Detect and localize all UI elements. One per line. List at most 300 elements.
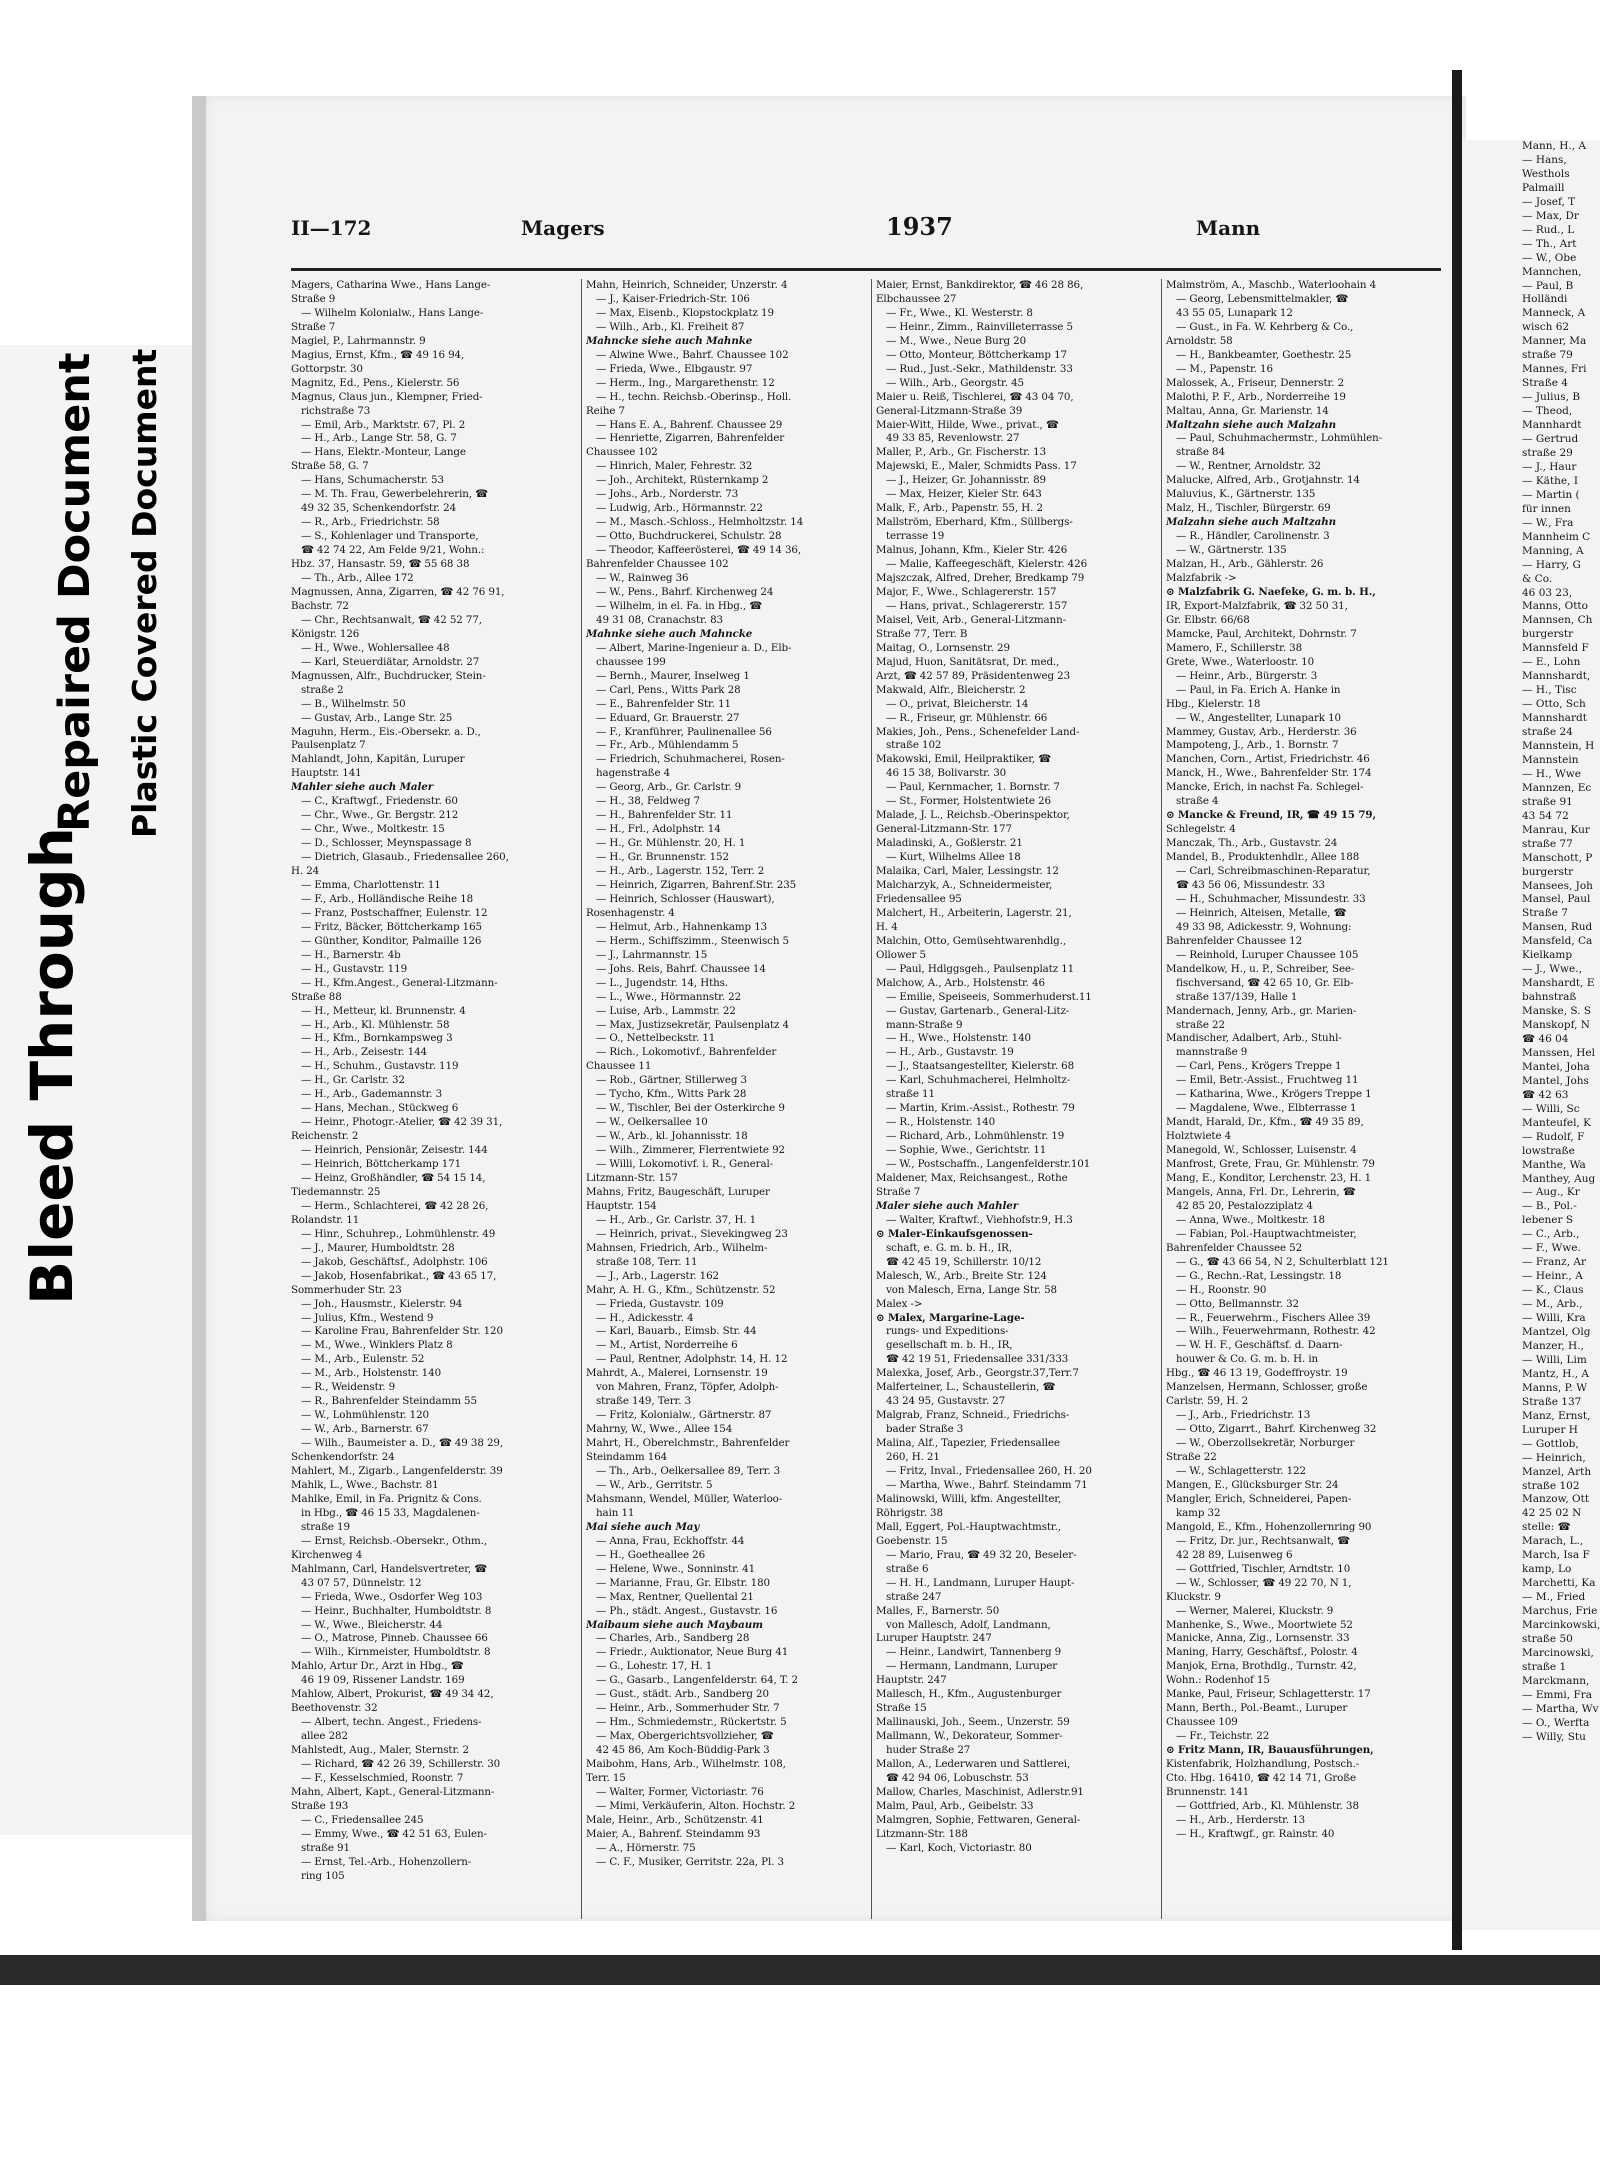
next-page-fragment: lowstraße — [1522, 1144, 1575, 1157]
directory-entry: — Reinhold, Luruper Chaussee 105 — [1176, 948, 1359, 961]
directory-entry: Mangler, Erich, Schneiderei, Papen- — [1166, 1492, 1352, 1505]
directory-entry: Mahns, Fritz, Baugeschäft, Luruper — [586, 1185, 770, 1198]
directory-entry: Maisel, Veit, Arb., General-Litzmann- — [876, 613, 1067, 626]
directory-entry: Malles, F., Barnerstr. 50 — [876, 1604, 1000, 1617]
directory-entry: — Chr., Wwe., Moltkestr. 15 — [301, 823, 445, 836]
directory-entry: Malexka, Josef, Arb., Georgstr.37,Terr.7 — [876, 1367, 1079, 1380]
next-page-fragment: stelle: ☎ — [1522, 1521, 1571, 1534]
directory-entry: — Emma, Charlottenstr. 11 — [301, 878, 441, 891]
directory-entry: Mahr, A. H. G., Kfm., Schützenstr. 52 — [586, 1283, 776, 1296]
next-page-fragment: straße 24 — [1522, 726, 1573, 739]
directory-entry: — Joh., Architekt, Rüsternkamp 2 — [596, 474, 769, 487]
next-page-fragment: straße 77 — [1522, 837, 1573, 850]
directory-entry: — Malie, Kaffeegeschäft, Kielerstr. 426 — [886, 558, 1088, 571]
directory-entry: straße 247 — [886, 1590, 942, 1603]
directory-entry: — Günther, Konditor, Palmaille 126 — [301, 934, 482, 947]
directory-entry: — J., Staatsangestellter, Kielerstr. 68 — [886, 1060, 1075, 1073]
directory-entry: — Martin, Krim.-Assist., Rothestr. 79 — [886, 1102, 1075, 1115]
next-page-fragment: — Th., Art — [1522, 237, 1577, 250]
directory-entry: Magers, Catharina Wwe., Hans Lange- — [291, 279, 491, 291]
directory-entry: Steindamm 164 — [586, 1451, 668, 1464]
directory-entry: mann-Straße 9 — [886, 1018, 963, 1031]
directory-entry: — H., Gr. Mühlenstr. 20, H. 1 — [596, 837, 746, 850]
directory-entry: — F., Kranführer, Paulinenallee 56 — [596, 725, 772, 738]
directory-entry: Malferteiner, L., Schaustellerin, ☎ — [876, 1381, 1056, 1394]
directory-entry: — St., Former, Holstentwiete 26 — [886, 795, 1051, 808]
next-page-fragment: Marcinkowski, — [1522, 1619, 1600, 1632]
directory-entry: — R., Friseur, gr. Mühlenstr. 66 — [886, 711, 1048, 724]
page-number: II—172 — [291, 216, 372, 240]
directory-entry: 43 24 95, Gustavstr. 27 — [886, 1395, 1006, 1408]
directory-entry: — Wilhelm, in el. Fa. in Hbg., ☎ — [596, 599, 762, 612]
directory-entry: Mallesch, H., Kfm., Augustenburger — [876, 1688, 1062, 1701]
directory-entry: — Wilhelm Kolonialw., Hans Lange- — [301, 306, 484, 319]
directory-entry: IR, Export-Malzfabrik, ☎ 32 50 31, — [1166, 599, 1348, 612]
directory-entry: Malchin, Otto, Gemüsehtwarenhdlg., — [876, 934, 1067, 947]
directory-entry: — Fritz, Dr. jur., Rechtsanwalt, ☎ — [1176, 1534, 1350, 1547]
next-page-fragment: Mannshardt — [1522, 712, 1587, 725]
directory-entry: 43 55 05, Lunapark 12 — [1176, 306, 1293, 319]
directory-entry: Rolandstr. 11 — [291, 1213, 360, 1226]
directory-entry: Mangen, E., Glücksburger Str. 24 — [1166, 1478, 1339, 1491]
directory-entry: Magnussen, Anna, Zigarren, ☎ 42 76 91, — [291, 585, 505, 598]
directory-entry: Chaussee 11 — [586, 1060, 652, 1073]
directory-entry: gesellschaft m. b. H., IR, — [886, 1339, 1013, 1352]
directory-entry: — Rud., Just.-Sekr., Mathildenstr. 33 — [886, 362, 1073, 375]
directory-page — [192, 96, 1466, 1921]
directory-entry: — Paul, Schuhmachermstr., Lohmühlen- — [1176, 432, 1383, 445]
directory-entry: Maier-Witt, Hilde, Wwe., privat., ☎ — [876, 418, 1059, 431]
directory-entry: Magnussen, Alfr., Buchdrucker, Stein- — [291, 669, 486, 682]
directory-entry: — Heinr., Photogr.-Atelier, ☎ 42 39 31, — [301, 1116, 503, 1129]
directory-entry: — Georg, Lebensmittelmakler, ☎ — [1176, 292, 1349, 305]
directory-entry: Mandelkow, H., u. P., Schreiber, See- — [1166, 962, 1355, 975]
directory-entry: 43 07 57, Dünnelstr. 12 — [301, 1576, 422, 1589]
header-right-word: Mann — [1196, 216, 1261, 240]
directory-entry: — Marianne, Frau, Gr. Elbstr. 180 — [596, 1576, 770, 1589]
directory-entry: Maier, A., Bahrenf. Steindamm 93 — [586, 1827, 761, 1840]
directory-entry: — Max, Obergerichtsvollzieher, ☎ — [596, 1730, 774, 1743]
directory-entry: — Jakob, Geschäftsf., Adolphstr. 106 — [301, 1255, 488, 1268]
column-divider — [871, 279, 872, 1919]
directory-entry: — M., Wwe., Neue Burg 20 — [886, 334, 1027, 347]
directory-entry: — Otto, Bellmannstr. 32 — [1176, 1297, 1300, 1310]
directory-entry: 46 15 38, Bolivarstr. 30 — [886, 767, 1007, 780]
directory-entry: Litzmann-Str. 157 — [586, 1172, 678, 1184]
next-page-fragment: — Martha, Wv — [1522, 1702, 1599, 1715]
directory-entry: Chaussee 109 — [1166, 1716, 1238, 1729]
directory-entry: — G., Lohestr. 17, H. 1 — [596, 1660, 713, 1673]
directory-entry: — H., Gustavstr. 119 — [301, 962, 408, 975]
directory-entry: — Paul, Hdlggsgeh., Paulsenplatz 11 — [886, 962, 1075, 975]
directory-entry: Bahrenfelder Chaussee 12 — [1166, 934, 1303, 947]
directory-entry: straße 137/139, Halle 1 — [1176, 990, 1298, 1003]
directory-entry: Mallström, Eberhard, Kfm., Süllbergs- — [876, 516, 1073, 529]
next-page-fragment: — Willi, Kra — [1522, 1312, 1586, 1325]
directory-entry: Schenkendorfstr. 24 — [291, 1451, 395, 1464]
next-page-fragment: Marchus, Frie — [1522, 1605, 1598, 1618]
next-page-fragment: Manteufel, K — [1522, 1116, 1591, 1129]
next-page-fragment: Manske, S. S — [1522, 1005, 1592, 1018]
directory-entry: — F., Arb., Holländische Reihe 18 — [301, 892, 474, 905]
directory-entry: — Kurt, Wilhelms Allee 18 — [886, 851, 1021, 864]
directory-entry: General-Litzmann-Straße 39 — [876, 404, 1023, 417]
next-page-fragment: Marach, L., — [1522, 1535, 1584, 1548]
directory-entry: straße 4 — [1176, 795, 1219, 808]
directory-entry: Manchen, Corn., Artist, Friedrichstr. 46 — [1166, 753, 1370, 766]
next-page-fragment: — Otto, Sch — [1522, 698, 1586, 711]
directory-entry: Litzmann-Str. 188 — [876, 1827, 968, 1840]
directory-entry: Malaika, Carl, Maler, Lessingstr. 12 — [876, 865, 1059, 878]
directory-entry: Reihe 7 — [586, 404, 625, 417]
directory-entry: Manczak, Th., Arb., Gustavstr. 24 — [1166, 837, 1338, 850]
directory-entry: Malk, F., Arb., Papenstr. 55, H. 2 — [876, 502, 1043, 515]
directory-entry: huder Straße 27 — [886, 1744, 971, 1757]
directory-entry: — Gustav, Arb., Lange Str. 25 — [301, 711, 453, 724]
directory-entry: — Henriette, Zigarren, Bahrenfelder — [596, 432, 785, 445]
directory-entry: Kistenfabrik, Holzhandlung, Postsch.- — [1166, 1758, 1360, 1771]
directory-entry: Majszczak, Alfred, Dreher, Bredkamp 79 — [876, 572, 1085, 585]
directory-entry: — H., Goetheallee 26 — [596, 1548, 706, 1561]
directory-column-4 — [1166, 279, 1428, 1919]
directory-entry: — O., privat, Bleicherstr. 14 — [886, 697, 1029, 710]
directory-entry: — Willi, Lokomotivf. i. R., General- — [596, 1158, 774, 1171]
directory-entry: — Magdalene, Wwe., Elbterrasse 1 — [1176, 1102, 1357, 1115]
directory-entry: — L., Wwe., Hörmannstr. 22 — [596, 990, 742, 1003]
next-page-fragment: — Rud., L — [1522, 223, 1575, 236]
next-page-fragment: straße 91 — [1522, 795, 1573, 808]
directory-entry: — R., Feuerwehrm., Fischers Allee 39 — [1176, 1311, 1371, 1324]
directory-entry: — Franz, Postschaffner, Eulenstr. 12 — [301, 906, 488, 919]
directory-entry: Malchow, A., Arb., Holstenstr. 46 — [876, 976, 1045, 989]
directory-entry: — Theodor, Kaffeerösterei, ☎ 49 14 36, — [596, 544, 802, 557]
directory-entry: — S., Kohlenlager und Transporte, — [301, 530, 479, 543]
directory-entry: — M., Arb., Eulenstr. 52 — [301, 1353, 425, 1366]
directory-entry: — Carl, Pens., Witts Park 28 — [596, 683, 741, 696]
directory-entry: Malex -> — [876, 1297, 923, 1310]
directory-entry: Mahsmann, Wendel, Müller, Waterloo- — [586, 1492, 783, 1505]
directory-entry: — H., Kraftwgf., gr. Rainstr. 40 — [1176, 1827, 1335, 1840]
directory-entry: — Walter, Kraftwf., Viehhofstr.9, H.3 — [886, 1213, 1073, 1226]
directory-entry: Maning, Harry, Geschäftsf., Polostr. 4 — [1166, 1646, 1358, 1659]
directory-entry: straße 6 — [886, 1562, 929, 1575]
directory-entry: — Emilie, Speiseeis, Sommerhuderst.11 — [886, 990, 1092, 1003]
next-page-fragment: 43 54 72 — [1522, 809, 1569, 822]
directory-entry: — Johs. Reis, Bahrf. Chaussee 14 — [596, 962, 766, 975]
next-page-fragment: — Martin ( — [1522, 488, 1580, 501]
directory-entry: Straße 22 — [1166, 1451, 1217, 1464]
directory-entry: Maier, Ernst, Bankdirektor, ☎ 46 28 86, — [876, 279, 1084, 291]
directory-entry: Hauptstr. 141 — [291, 767, 362, 780]
directory-entry: Mann, Berth., Pol.-Beamt., Luruper — [1166, 1702, 1348, 1715]
next-page-fragment: — Heinr., A — [1522, 1270, 1583, 1283]
next-page-fragment: — Rudolf, F — [1522, 1130, 1585, 1143]
directory-entry: — Friedrich, Schuhmacherei, Rosen- — [596, 753, 785, 766]
directory-entry: — Herm., Schlachterei, ☎ 42 28 26, — [301, 1199, 489, 1212]
directory-entry: — Karl, Schuhmacherei, Helmholtz- — [886, 1074, 1071, 1087]
directory-entry: Straße 7 — [291, 320, 336, 333]
directory-entry: — D., Schlosser, Meynspassage 8 — [301, 837, 472, 850]
directory-entry: — E., Bahrenfelder Str. 11 — [596, 697, 732, 710]
directory-entry: — M. Th. Frau, Gewerbelehrerin, ☎ — [301, 488, 488, 501]
directory-entry: Paulsenplatz 7 — [291, 739, 366, 752]
directory-entry: — Chr., Wwe., Gr. Bergstr. 212 — [301, 809, 459, 822]
directory-entry: Mahlstedt, Aug., Maler, Sternstr. 2 — [291, 1744, 469, 1757]
directory-entry: Gottorpstr. 30 — [291, 362, 363, 375]
next-page-fragment: Mannsen, Ch — [1522, 614, 1593, 627]
next-page-fragment: ☎ 46 04 — [1522, 1033, 1569, 1045]
directory-entry: Magius, Ernst, Kfm., ☎ 49 16 94, — [291, 348, 465, 361]
directory-entry: — Katharina, Wwe., Krögers Treppe 1 — [1176, 1088, 1372, 1101]
next-page-fragment: Manssen, Hel — [1522, 1046, 1595, 1059]
directory-entry: General-Litzmann-Str. 177 — [876, 823, 1012, 836]
next-page-fragment: Mannstein, H — [1522, 739, 1595, 752]
directory-entry: — W., Oelkersallee 10 — [596, 1116, 708, 1129]
directory-entry: Bahrenfelder Chaussee 52 — [1166, 1241, 1303, 1254]
directory-entry: Mahn, Heinrich, Schneider, Unzerstr. 4 — [586, 279, 788, 291]
directory-entry: straße 149, Terr. 3 — [596, 1395, 691, 1408]
next-page-fragment: Holländi — [1522, 293, 1568, 306]
next-page-fragment: Mannzen, Ec — [1522, 781, 1592, 794]
next-page-fragment: — M., Arb., — [1522, 1298, 1583, 1311]
directory-entry: H. 24 — [291, 865, 320, 878]
next-page-fragment: Manzow, Ott — [1522, 1493, 1590, 1506]
directory-entry: straße 19 — [301, 1520, 350, 1533]
directory-entry: straße 91 — [301, 1841, 350, 1854]
directory-entry: — Heinrich, Pensionär, Zeisestr. 144 — [301, 1144, 488, 1157]
directory-entry: ring 105 — [301, 1869, 345, 1882]
directory-entry: — Frieda, Wwe., Elbgaustr. 97 — [596, 362, 753, 375]
directory-entry: Röhrigstr. 38 — [876, 1506, 943, 1519]
directory-entry: Magnus, Claus jun., Klempner, Fried- — [291, 390, 483, 403]
directory-entry: Kirchenweg 4 — [291, 1548, 363, 1561]
next-page-fragment: & Co. — [1522, 572, 1553, 585]
directory-entry: Malossek, A., Friseur, Dennerstr. 2 — [1166, 376, 1345, 389]
next-page-fragment: Mannheim C — [1522, 530, 1591, 543]
directory-entry: — Carl, Schreibmaschinen-Reparatur, — [1176, 865, 1371, 878]
directory-entry: Malm, Paul, Arb., Geibelstr. 33 — [876, 1799, 1034, 1812]
directory-entry: Mampoteng, J., Arb., 1. Bornstr. 7 — [1166, 739, 1339, 752]
directory-entry: 49 32 35, Schenkendorfstr. 24 — [301, 502, 457, 515]
directory-entry: — Rich., Lokomotivf., Bahrenfelder — [596, 1046, 777, 1059]
directory-entry: — Rob., Gärtner, Stillerweg 3 — [596, 1074, 747, 1087]
directory-entry: Mandischer, Adalbert, Arb., Stuhl- — [1166, 1032, 1342, 1045]
next-page-fragment: straße 102 — [1522, 1479, 1580, 1492]
directory-entry: straße 102 — [886, 739, 942, 752]
next-page-fragment: Mansel, Paul — [1522, 893, 1591, 906]
directory-entry: — R., Holstenstr. 140 — [886, 1116, 996, 1129]
directory-entry: — Hinr., Schuhrep., Lohmühlenstr. 49 — [301, 1227, 496, 1240]
directory-entry: Malinowski, Willi, kfm. Angestellter, — [876, 1492, 1062, 1505]
directory-entry: Malz, H., Tischler, Bürgerstr. 69 — [1166, 502, 1331, 515]
directory-entry: Maibohm, Hans, Arb., Wilhelmstr. 108, — [586, 1758, 786, 1771]
directory-entry: — H., Gr. Carlstr. 32 — [301, 1074, 405, 1087]
directory-entry: — H., Roonstr. 90 — [1176, 1283, 1267, 1296]
header-left-word: Magers — [521, 216, 605, 240]
next-page-fragment: Mansfeld, Ca — [1522, 935, 1593, 948]
next-page-fragment: burgerstr — [1522, 628, 1574, 641]
directory-entry: — Hinrich, Maler, Fehrestr. 32 — [596, 460, 753, 473]
next-page-fragment: — Willy, Stu — [1522, 1730, 1586, 1743]
directory-entry: — J., Arb., Lagerstr. 162 — [596, 1269, 719, 1282]
directory-entry: — G., ☎ 43 66 54, N 2, Schulterblatt 121 — [1176, 1255, 1389, 1268]
directory-entry: 260, H. 21 — [886, 1451, 940, 1464]
directory-entry: Makwald, Alfr., Bleicherstr. 2 — [876, 683, 1026, 696]
directory-entry: — Heinrich, Alteisen, Metalle, ☎ — [1176, 906, 1347, 919]
directory-entry: straße 2 — [301, 683, 344, 696]
directory-entry: Malothi, P. F., Arb., Norderreihe 19 — [1166, 390, 1346, 403]
next-page-fragment: Manthey, Aug — [1522, 1172, 1596, 1185]
directory-entry: Manck, H., Wwe., Bahrenfelder Str. 174 — [1166, 767, 1372, 780]
directory-entry: chaussee 199 — [596, 655, 666, 668]
directory-entry: — Albert, Marine-Ingenieur a. D., Elb- — [596, 641, 792, 654]
directory-entry: Majewski, E., Maler, Schmidts Pass. 17 — [876, 460, 1077, 473]
directory-entry: Mahlow, Albert, Prokurist, ☎ 49 34 42, — [291, 1688, 494, 1701]
directory-entry: Straße 15 — [876, 1702, 927, 1715]
directory-entry: — Otto, Monteur, Böttcherkamp 17 — [886, 348, 1067, 361]
next-page-fragment: — H., Tisc — [1522, 684, 1577, 697]
next-page-fragment: Mantei, Joha — [1522, 1060, 1590, 1073]
next-page-fragment: Manshardt, E — [1522, 977, 1595, 990]
next-page-fragment: für innen — [1522, 502, 1571, 515]
directory-entry: straße 22 — [1176, 1018, 1225, 1031]
directory-entry: Holztwiete 4 — [1166, 1130, 1232, 1143]
directory-entry: Mahrt, H., Oberelchmstr., Bahrenfelder — [586, 1437, 790, 1450]
directory-entry: — Bernh., Maurer, Inselweg 1 — [596, 669, 750, 682]
directory-entry: — Fritz, Inval., Friedensallee 260, H. 20 — [886, 1465, 1092, 1478]
directory-entry: Mahn, Albert, Kapt., General-Litzmann- — [291, 1785, 495, 1798]
label-bleed-through: Bleed Through — [18, 827, 86, 1305]
directory-entry: Hbz. 37, Hansastr. 59, ☎ 55 68 38 — [291, 558, 470, 571]
next-page-fragment: March, Isa F — [1522, 1549, 1590, 1562]
directory-entry: Wohn.: Rodenhof 15 — [1166, 1674, 1270, 1687]
directory-entry: 49 31 08, Cranachstr. 83 — [596, 613, 723, 626]
directory-entry: — Martha, Wwe., Bahrf. Steindamm 71 — [886, 1478, 1088, 1491]
directory-entry: — Helmut, Arb., Hahnenkamp 13 — [596, 920, 768, 933]
next-page-fragment: 42 25 02 N — [1522, 1507, 1582, 1520]
directory-entry: — Fritz, Bäcker, Böttcherkamp 165 — [301, 920, 482, 933]
directory-entry: — W., Gärtnerstr. 135 — [1176, 544, 1287, 557]
directory-entry: — Emil, Betr.-Assist., Fruchtweg 11 — [1176, 1074, 1359, 1087]
directory-entry: Schlegelstr. 4 — [1166, 823, 1236, 836]
next-page-fragment: — E., Lohn — [1522, 656, 1581, 669]
directory-entry: Mahler siehe auch Maler — [291, 781, 434, 794]
directory-entry: — Gust., in Fa. W. Kehrberg & Co., — [1176, 320, 1354, 333]
directory-entry: Maguhn, Herm., Eis.-Obersekr. a. D., — [291, 725, 481, 738]
directory-entry: — Gottfried, Arb., Kl. Mühlenstr. 38 — [1176, 1799, 1359, 1812]
directory-entry: — W., Lohmühlenstr. 120 — [301, 1409, 429, 1422]
directory-entry: Goebenstr. 15 — [876, 1534, 948, 1547]
next-page-fragment: Straße 4 — [1522, 377, 1568, 390]
directory-entry: Straße 88 — [291, 990, 342, 1003]
directory-entry: — Dietrich, Glasaub., Friedensallee 260, — [301, 851, 509, 864]
directory-entry: Malade, J. L., Reichsb.-Oberinspektor, — [876, 809, 1070, 822]
directory-entry: ⊙ Mancke & Freund, IR, ☎ 49 15 79, — [1166, 809, 1376, 822]
directory-entry: Mahrdt, A., Malerei, Lornsenstr. 19 — [586, 1367, 768, 1380]
directory-entry: H. 4 — [876, 920, 898, 933]
directory-entry: — Paul, in Fa. Erich A. Hanke in — [1176, 683, 1341, 696]
directory-entry: Mallon, A., Lederwaren und Sattlerei, — [876, 1758, 1071, 1771]
next-page-fragment: Manz, Ernst, — [1522, 1409, 1591, 1422]
next-page-fragment: wisch 62 — [1522, 321, 1570, 334]
directory-entry: Maltzahn siehe auch Malzahn — [1166, 418, 1336, 431]
directory-entry: — Paul, Kernmacher, 1. Bornstr. 7 — [886, 781, 1060, 794]
directory-entry: — Werner, Malerei, Kluckstr. 9 — [1176, 1604, 1334, 1617]
directory-entry: Maller, P., Arb., Gr. Fischerstr. 13 — [876, 446, 1047, 459]
directory-entry: — H., Arb., Gustavstr. 19 — [886, 1046, 1014, 1059]
directory-entry: — Wilh., Feuerwehrmann, Rothestr. 42 — [1176, 1325, 1376, 1338]
next-page-fragment: — J., Haur — [1522, 460, 1577, 473]
directory-entry: Male, Heinr., Arb., Schützenstr. 41 — [586, 1813, 764, 1826]
directory-entry: — Heinrich, privat., Sievekingweg 23 — [596, 1227, 788, 1240]
directory-entry: Mangold, E., Kfm., Hohenzollernring 90 — [1166, 1520, 1372, 1533]
directory-entry: mannstraße 9 — [1176, 1046, 1248, 1059]
next-page-fragment: Mannshardt, — [1522, 670, 1591, 683]
directory-entry: — Otto, Zigarrt., Bahrf. Kirchenweg 32 — [1176, 1423, 1377, 1436]
directory-entry: — Eduard, Gr. Brauerstr. 27 — [596, 711, 740, 724]
next-page-fragment: — Gottlob, — [1522, 1437, 1579, 1450]
directory-entry: — Luise, Arb., Lammstr. 22 — [596, 1004, 736, 1017]
directory-entry: — W., Tischler, Bei der Osterkirche 9 — [596, 1102, 785, 1115]
directory-entry: — Max, Justizsekretär, Paulsenplatz 4 — [596, 1018, 790, 1031]
directory-entry: Bachstr. 72 — [291, 599, 349, 612]
directory-entry: hain 11 — [596, 1506, 635, 1519]
directory-entry: houwer & Co. G. m. b. H. in — [1176, 1353, 1319, 1366]
directory-entry: kamp 32 — [1176, 1506, 1221, 1519]
directory-entry: — Hans, Elektr.-Monteur, Lange — [301, 446, 466, 459]
directory-entry: Malgrab, Franz, Schneid., Friedrichs- — [876, 1409, 1070, 1422]
directory-entry: Gr. Elbstr. 66/68 — [1166, 613, 1250, 626]
directory-entry: — Frieda, Gustavstr. 109 — [596, 1297, 724, 1310]
directory-entry: — Jakob, Hosenfabrikat., ☎ 43 65 17, — [301, 1269, 497, 1282]
directory-entry: — Karl, Steuerdiätar, Arnoldstr. 27 — [301, 655, 480, 668]
directory-entry: Mahlo, Artur Dr., Arzt in Hbg., ☎ — [291, 1660, 464, 1673]
directory-entry: — W., Arb., kl. Johannisstr. 18 — [596, 1130, 748, 1143]
directory-entry: Rosenhagenstr. 4 — [586, 906, 675, 919]
next-page-fragment: — Hans, — [1522, 153, 1567, 166]
directory-entry: Manicke, Anna, Zig., Lornsenstr. 33 — [1166, 1632, 1350, 1645]
directory-entry: richstraße 73 — [301, 404, 371, 417]
directory-entry: — Ludwig, Arb., Hörmannstr. 22 — [596, 502, 763, 515]
next-page-fragment: Manner, Ma — [1522, 335, 1587, 348]
directory-entry: allee 282 — [301, 1730, 348, 1743]
next-page-fragment: — Emmi, Fra — [1522, 1688, 1593, 1701]
directory-entry: — Carl, Pens., Krögers Treppe 1 — [1176, 1060, 1342, 1073]
directory-entry: Mahlmann, Carl, Handelsvertreter, ☎ — [291, 1562, 487, 1575]
directory-entry: Maitag, O., Lornsenstr. 29 — [876, 641, 1010, 654]
column-divider — [1161, 279, 1162, 1919]
directory-entry: — Wilh., Zimmerer, Flerrentwiete 92 — [596, 1144, 785, 1157]
directory-entry: Mang, E., Konditor, Lerchenstr. 23, H. 1 — [1166, 1172, 1372, 1184]
directory-entry: — W., Schlosser, ☎ 49 22 70, N 1, — [1176, 1576, 1352, 1589]
directory-entry: Malmström, A., Maschb., Waterloohain 4 — [1166, 279, 1377, 291]
directory-entry: — M., Wwe., Winklers Platz 8 — [301, 1339, 453, 1352]
directory-entry: — R., Arb., Friedrichstr. 58 — [301, 516, 440, 529]
directory-entry: — M., Papenstr. 16 — [1176, 362, 1273, 375]
directory-entry: 42 45 86, Am Koch-Büddig-Park 3 — [596, 1744, 770, 1757]
directory-entry: 49 33 98, Adickesstr. 9, Wohnung: — [1176, 920, 1352, 933]
directory-entry: — Max, Rentner, Quellental 21 — [596, 1590, 754, 1603]
next-page-fragment: — Julius, B — [1522, 391, 1581, 404]
directory-entry: Grete, Wwe., Waterloostr. 10 — [1166, 655, 1315, 668]
directory-entry: — Frieda, Wwe., Osdorfer Weg 103 — [301, 1590, 483, 1603]
directory-entry: Malesch, W., Arb., Breite Str. 124 — [876, 1269, 1047, 1282]
directory-entry: — Ph., städt. Angest., Gustavstr. 16 — [596, 1604, 778, 1617]
directory-entry: — H., Wwe., Wohlersallee 48 — [301, 641, 450, 654]
directory-entry: — H., techn. Reichsb.-Oberinsp., Holl. — [596, 390, 792, 403]
directory-entry: Hbg., ☎ 46 13 19, Godeffroystr. 19 — [1166, 1367, 1348, 1380]
scanner-bottom-band — [0, 1955, 1600, 1985]
